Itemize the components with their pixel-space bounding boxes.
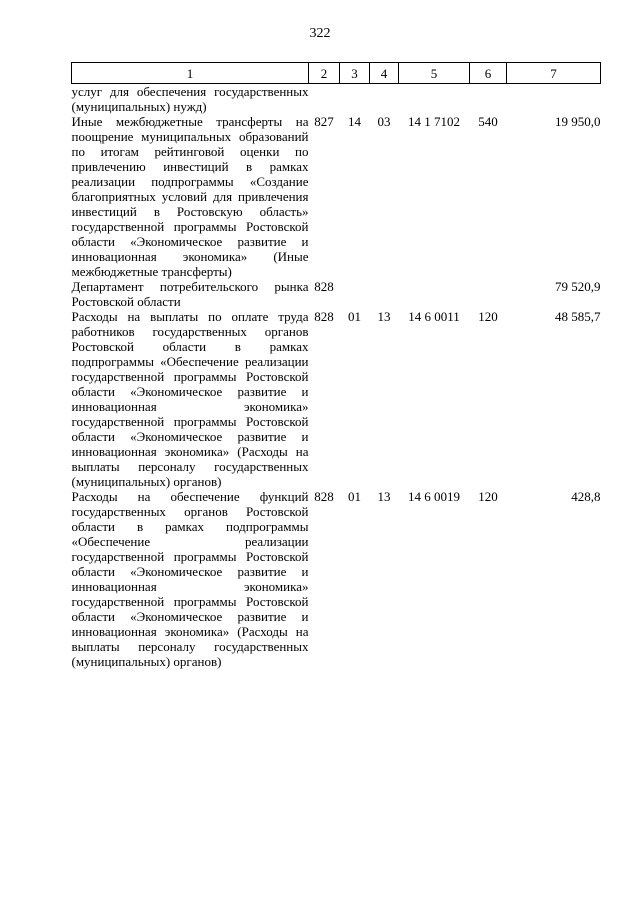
table-row <box>72 84 601 115</box>
row-description: Департамент потребительского рынка Ростовской области <box>71 279 309 309</box>
row-target-code: 14 6 0011 <box>408 309 460 324</box>
row-description: услуг для обеспечения государственных (муниципальных) нужд) <box>71 84 309 114</box>
row-amount: 48 585,7 <box>555 309 601 324</box>
row-section <box>340 279 370 309</box>
row-section: 01 <box>348 309 361 324</box>
row-subsection: 13 <box>377 489 391 504</box>
row-description: Иные межбюджетные трансферты на поощрение муниципальных образований по итогам рейтинговой оценки по привлечению инвестиций в рамках реализации подпрограммы «Создание благоприятных условий для привлечения инвестиций в Ростовскую область» государственной программы Ростовской области «Экономическое развитие и инновационная экономика» (Иные межбюджетные трансферты) <box>71 114 309 279</box>
header-col-1: 1 <box>72 63 309 84</box>
table-header-row <box>72 63 601 84</box>
header-col-4: 4 <box>370 63 399 84</box>
row-section <box>340 84 370 115</box>
header-col-7: 7 <box>507 63 601 84</box>
row-target-code <box>399 279 470 309</box>
row-expense-type <box>470 279 507 309</box>
table-row <box>72 114 601 279</box>
row-description: Расходы на выплаты по оплате труда работников государственных органов Ростовской области в рамках подпрограммы «Обеспечение реализации государственной программы Ростовской области «Экономическое развитие и инновационная экономика» государственной программы Ростовской области «Экономическое развитие и инновационная экономика» (Расходы на выплаты персоналу государственных (муниципальных) органов) <box>71 309 309 489</box>
row-amount <box>507 84 601 115</box>
budget-table <box>71 62 601 669</box>
row-admin-code: 828 <box>314 279 334 294</box>
row-expense-type: 540 <box>478 114 498 129</box>
row-amount: 19 950,0 <box>555 114 601 129</box>
row-subsection <box>370 279 399 309</box>
row-admin-code: 827 <box>314 114 334 129</box>
row-admin-code: 828 <box>314 489 334 504</box>
header-col-3: 3 <box>340 63 370 84</box>
row-subsection: 13 <box>377 309 391 324</box>
row-expense-type: 120 <box>478 489 498 504</box>
header-col-2: 2 <box>309 63 340 84</box>
row-section: 14 <box>348 114 361 129</box>
row-admin-code <box>309 84 340 115</box>
table-row <box>72 309 601 489</box>
header-col-5: 5 <box>399 63 470 84</box>
row-expense-type: 120 <box>478 309 498 324</box>
row-target-code: 14 1 7102 <box>408 114 460 129</box>
row-target-code <box>399 84 470 115</box>
row-amount: 428,8 <box>571 489 601 504</box>
row-subsection <box>370 84 399 115</box>
row-amount: 79 520,9 <box>555 279 601 294</box>
table-row <box>72 489 601 669</box>
header-col-6: 6 <box>470 63 507 84</box>
table-row <box>72 279 601 309</box>
row-target-code: 14 6 0019 <box>408 489 460 504</box>
page-number: 322 <box>309 26 331 41</box>
row-description: Расходы на обеспечение функций государственных органов Ростовской области в рамках подпрограммы «Обеспечение реализации государственной программы Ростовской области «Экономическое развитие и инновационная экономика» государственной программы Ростовской области «Экономическое развитие и инновационная экономика» (Расходы на выплаты персоналу государственных (муниципальных) органов) <box>71 489 309 669</box>
row-expense-type <box>470 84 507 115</box>
row-subsection: 03 <box>377 114 391 129</box>
row-admin-code: 828 <box>314 309 334 324</box>
row-section: 01 <box>348 489 361 504</box>
